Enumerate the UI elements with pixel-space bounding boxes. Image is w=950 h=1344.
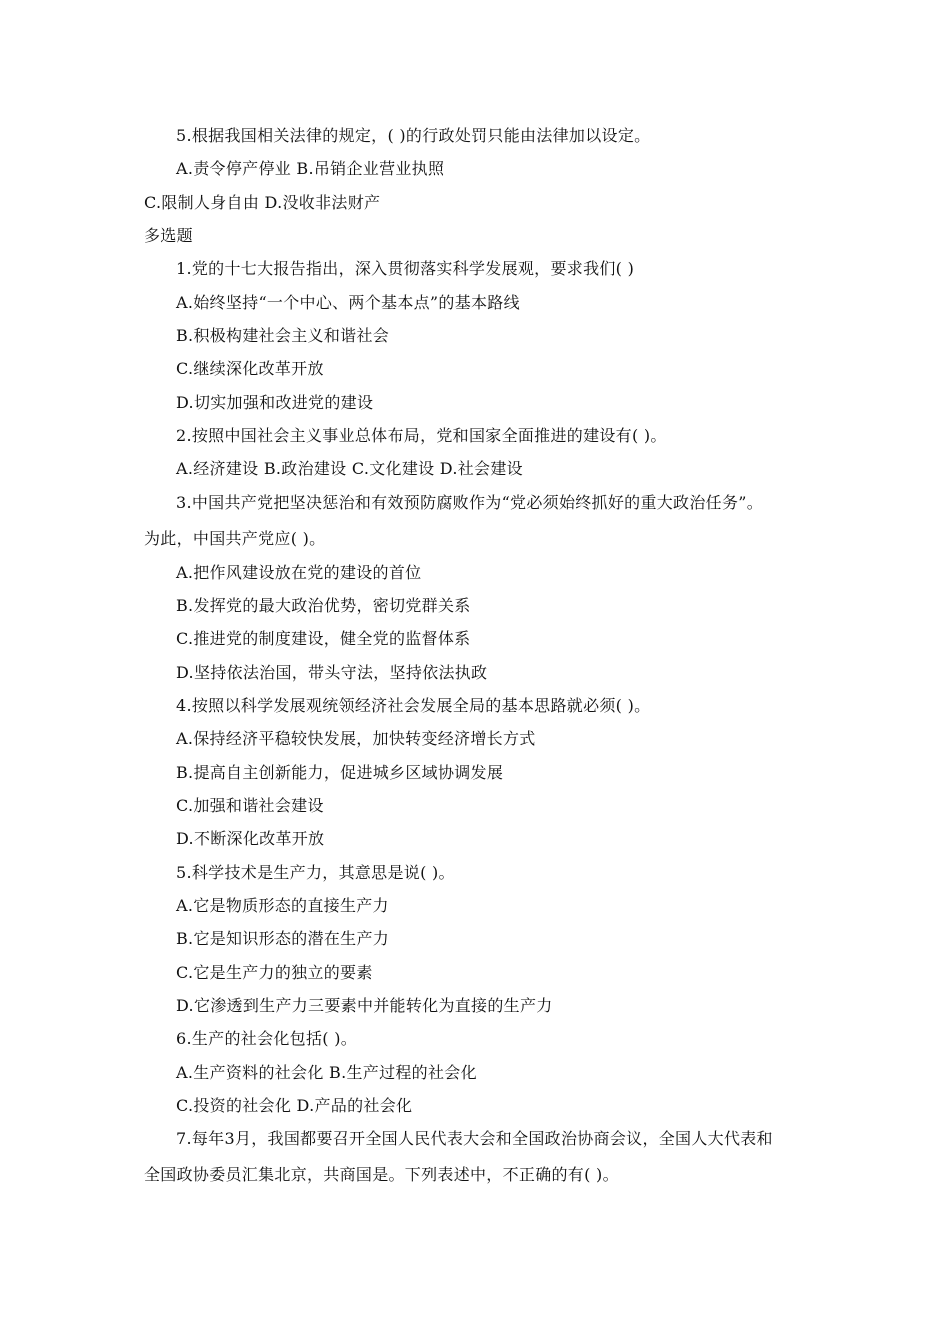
option-line: A.责令停产停业 B.吊销企业营业执照 [176,159,445,178]
option-line: D.切实加强和改进党的建设 [176,393,374,412]
option-line: A.始终坚持“一个中心、两个基本点”的基本路线 [176,293,520,312]
option-line: C.投资的社会化 D.产品的社会化 [176,1096,413,1115]
option-line: B.它是知识形态的潜在生产力 [176,929,390,948]
question-multi-4: 4.按照以科学发展观统领经济社会发展全局的基本思路就必须( )。 [176,696,651,715]
option-line: B.积极构建社会主义和谐社会 [176,326,390,345]
option-line: D.不断深化改革开放 [176,829,325,848]
option-line: A.把作风建设放在党的建设的首位 [176,563,422,582]
option-line: C.推进党的制度建设，健全党的监督体系 [176,629,471,648]
question-single-5: 5.根据我国相关法律的规定，( )的行政处罚只能由法律加以设定。 [176,126,651,145]
question-multi-3-continued: 为此，中国共产党应( )。 [144,529,326,548]
option-line: C.继续深化改革开放 [176,359,324,378]
question-multi-7: 7.每年3月，我国都要召开全国人民代表大会和全国政治协商会议，全国人大代表和 [176,1129,773,1148]
option-line: A.经济建设 B.政治建设 C.文化建设 D.社会建设 [176,459,523,478]
option-line: D.它渗透到生产力三要素中并能转化为直接的生产力 [176,996,553,1015]
question-multi-3: 3.中国共产党把坚决惩治和有效预防腐败作为“党必须始终抓好的重大政治任务”。 [176,493,764,512]
option-line: B.提高自主创新能力，促进城乡区域协调发展 [176,763,504,782]
option-line: A.生产资料的社会化 B.生产过程的社会化 [176,1063,477,1082]
question-multi-5: 5.科学技术是生产力，其意思是说( )。 [176,863,455,882]
option-line: A.保持经济平稳较快发展，加快转变经济增长方式 [176,729,536,748]
question-multi-1: 1.党的十七大报告指出，深入贯彻落实科学发展观，要求我们( ) [176,259,635,278]
question-multi-2: 2.按照中国社会主义事业总体布局，党和国家全面推进的建设有( )。 [176,426,667,445]
option-line: C.加强和谐社会建设 [176,796,324,815]
option-line: A.它是物质形态的直接生产力 [176,896,389,915]
option-line: C.它是生产力的独立的要素 [176,963,373,982]
question-multi-7-continued: 全国政协委员汇集北京，共商国是。下列表述中，不正确的有( )。 [144,1165,619,1184]
option-line: B.发挥党的最大政治优势，密切党群关系 [176,596,471,615]
question-multi-6: 6.生产的社会化包括( )。 [176,1029,358,1048]
option-line: C.限制人身自由 D.没收非法财产 [144,193,381,212]
option-line: D.坚持依法治国，带头守法，坚持依法执政 [176,663,488,682]
section-heading-multiple-choice: 多选题 [144,226,193,245]
